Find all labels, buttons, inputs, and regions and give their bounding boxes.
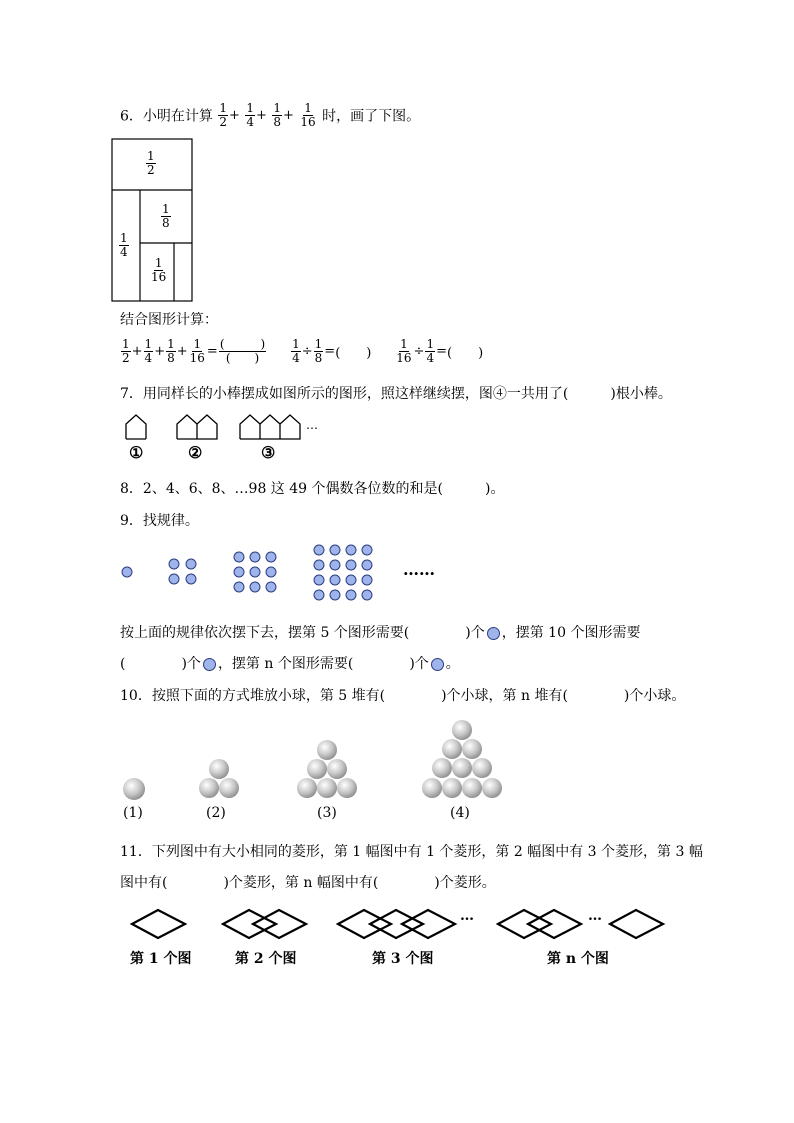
q11-label-1: 第 1 个图 [130,951,192,967]
q7-stick-figures [124,413,324,443]
box-label-eighth: $\frac{1}{8}$ [162,202,170,230]
q9-text: 9．找规律。 [120,513,199,529]
box-label-sixteenth: $\frac{1}{16}$ [151,256,167,284]
q11-rhombus-figures [128,906,688,946]
q10-text: 10．按照下面的方式堆放小球，第 5 堆有( )个小球，第 n 堆有( )个小球。 [120,688,686,704]
q10-label-2: (2) [206,805,226,821]
q10-label-3: (3) [317,805,337,821]
q10-label-4: (4) [450,805,470,821]
q9-dots-ellipsis: …… [403,560,435,579]
q7-label-2: ② [188,443,203,462]
q7-label-1: ① [129,443,144,462]
q7-ellipsis: … [306,418,318,432]
q6-intro-suffix: 时，画了下图。 [322,108,421,125]
q6-intro: 6．小明在计算 $\frac{1}{2}$ + $\frac{1}{4}$ + $\frac{1}{8}$ + $\frac{1}{16}$ 时，画了下图。 [120,101,421,129]
q8-text: 8．2、4、6、8、…98 这 49 个偶数各位数的和是( )。 [120,481,505,497]
blue-dot-icon [203,658,216,671]
q6-equations: $\frac{1}{2}$ + $\frac{1}{4}$ + $\frac{1}{8}$ + $\frac{1}{16}$ = $\frac{( )}{( )}$ $\frac{1}{4}$ ÷ $\frac{1}{8}$ =( ) $\frac{1}{16}$ ÷ $\frac{1}{4}$ =( ) [122,337,484,365]
q11-ellipsis-2: … [588,908,602,924]
q9-line1: 按上面的规律依次摆下去，摆第 5 个图形需要( )个 ，摆第 10 个图形需要 [120,625,641,641]
q11-line1: 11．下列图中有大小相同的菱形，第 1 幅图中有 1 个菱形，第 2 幅图中有 3 个菱形，第 3 幅 [120,844,703,860]
q11-ellipsis-1: … [460,908,474,924]
box-label-half: $\frac{1}{2}$ [147,149,155,177]
q10-ball-stacks [118,716,518,806]
eq1-answer-blank[interactable]: $\frac{( )}{( )}$ [219,337,266,365]
q6-frac-3: $\frac{1}{8}$ [273,101,282,129]
box-label-quarter: $\frac{1}{4}$ [120,231,128,259]
q6-prompt: 结合图形计算： [120,312,218,328]
q7-text: 7．用同样长的小棒摆成如图所示的图形，照这样继续摆，图④一共用了( )根小棒。 [120,386,672,402]
q11-label-4: 第 n 个图 [547,951,609,967]
q11-line2: 图中有( )个菱形，第 n 幅图中有( )个菱形。 [120,875,496,891]
blue-dot-icon [431,658,444,671]
q10-label-1: (1) [123,805,143,821]
q6-frac-4: $\frac{1}{16}$ [300,101,316,129]
q9-dot-pattern [118,543,378,603]
eq3-answer-blank[interactable]: ( ) [447,346,484,361]
q6-frac-2: $\frac{1}{4}$ [246,101,255,129]
blue-dot-icon [487,627,500,640]
q6-frac-1: $\frac{1}{2}$ [219,101,228,129]
q11-label-3: 第 3 个图 [372,951,434,967]
eq2-answer-blank[interactable]: ( ) [335,346,372,361]
q9-line2: ( )个 ，摆第 n 个图形需要( )个 。 [120,656,460,672]
q7-label-3: ③ [261,443,276,462]
q6-intro-prefix: 6．小明在计算 [120,108,213,125]
q11-label-2: 第 2 个图 [235,951,297,967]
